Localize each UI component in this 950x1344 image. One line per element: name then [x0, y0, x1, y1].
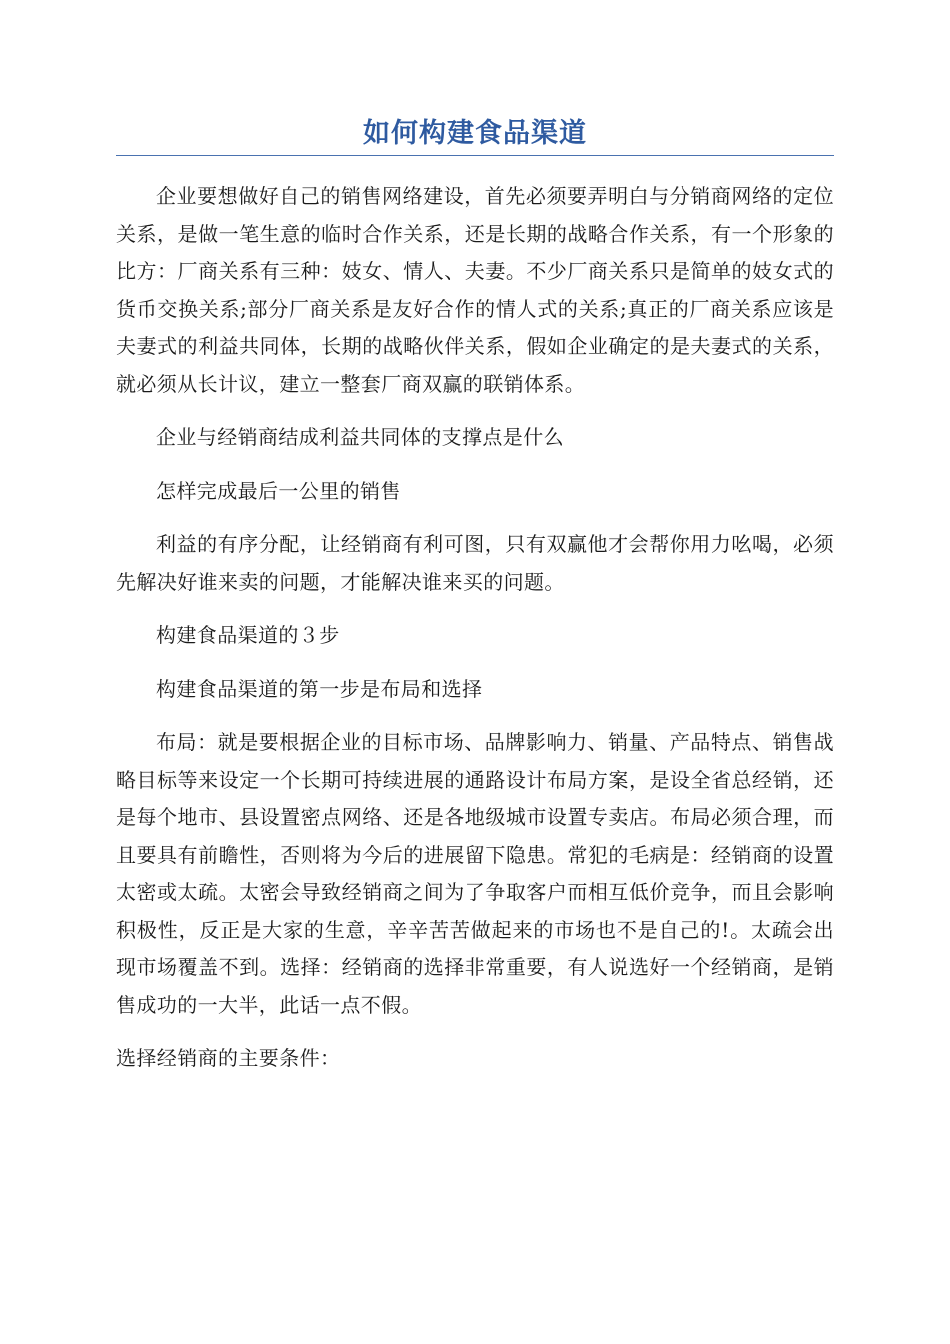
title-underline	[116, 155, 834, 156]
document-title: 如何构建食品渠道	[363, 118, 587, 149]
paragraph-last-mile: 怎样完成最后一公里的销售	[156, 478, 401, 503]
document-body	[116, 178, 834, 1078]
paragraph-conditions: 选择经销商的主要条件：	[116, 1046, 341, 1070]
document-page	[116, 0, 834, 1094]
paragraph-layout: 布局：就是要根据企业的目标市场、品牌影响力、销量、产品特点、销售战略目标等来设定一个长期可持续进展的通路设计布局方案，是设全省总经销，还是每个地市、县设置密点网络、还是各地级城市设置专卖店。布局必须合理，而且要具有前瞻性，否则将为今后的进展留下隐患。常犯的毛病是：经销商的设置太密或太疏。太密会导致经销商之间为了争取客户而相互低价竞争，而且会影响积极性，反正是大家的生意，辛辛苦苦做起来的市场也不是自己的!。太疏会出现市场覆盖不到。选择：经销商的选择非常重要，有人说选好一个经销商，是销售成功的一大半，此话一点不假。	[116, 730, 834, 1017]
paragraph-question: 企业与经销商结成利益共同体的支撑点是什么	[156, 425, 564, 449]
paragraph-step-one: 构建食品渠道的第一步是布局和选择	[156, 676, 483, 701]
paragraph-benefit: 利益的有序分配，让经销商有利可图，只有双赢他才会帮你用力吆喝，必须先解决好谁来卖的问题，才能解决谁来买的问题。	[116, 532, 834, 594]
paragraph-three-steps: 构建食品渠道的３步	[156, 623, 340, 647]
paragraph-intro: 企业要想做好自己的销售网络建设，首先必须要弄明白与分销商网络的定位关系，是做一笔生意的临时合作关系，还是长期的战略合作关系，有一个形象的比方：厂商关系有三种：妓女、情人、夫妻。不少厂商关系只是简单的妓女式的货币交换关系;部分厂商关系是友好合作的情人式的关系;真正的厂商关系应该是夫妻式的利益共同体，长期的战略伙伴关系，假如企业确定的是夫妻式的关系，就必须从长计议，建立一整套厂商双赢的联销体系。	[116, 184, 834, 396]
